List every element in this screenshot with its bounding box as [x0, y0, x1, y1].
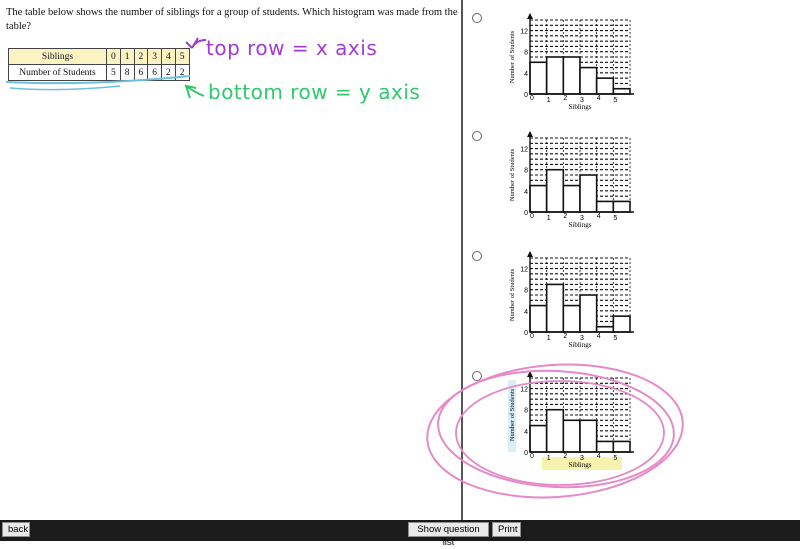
answer-option-3[interactable]	[470, 246, 780, 364]
x-tick-label: 0	[530, 453, 534, 460]
x-axis-label: Siblings	[568, 341, 592, 349]
answer-option-2[interactable]	[470, 126, 780, 244]
x-tick-label: 2	[563, 453, 568, 460]
radio-button[interactable]	[472, 251, 482, 261]
x-tick-label: 3	[580, 215, 584, 222]
radio-button[interactable]	[472, 131, 482, 141]
x-tick-label: 4	[596, 333, 601, 340]
purple-arrow-icon	[186, 38, 206, 48]
bar	[563, 420, 580, 452]
y-tick-label: 0	[524, 210, 528, 217]
answer-option-1[interactable]	[470, 8, 780, 126]
table-cell: 0	[107, 49, 121, 65]
table-cell: 8	[120, 65, 134, 81]
bottom-toolbar	[0, 520, 800, 541]
y-tick-label: 4	[524, 188, 528, 196]
show-question-list-button[interactable]: Show question list	[408, 522, 489, 537]
y-axis-arrow-icon	[527, 251, 533, 257]
x-tick-label: 2	[563, 333, 568, 340]
bar	[547, 57, 564, 94]
table-cell: 4	[162, 49, 176, 65]
x-tick-label: 3	[580, 455, 584, 462]
x-tick-label: 4	[596, 453, 601, 460]
table-row-siblings	[9, 49, 190, 65]
y-tick-label: 12	[520, 386, 528, 394]
y-axis-label: Number of Students	[509, 30, 516, 84]
x-tick-label: 0	[530, 213, 534, 220]
row-header: Siblings	[9, 49, 107, 65]
x-tick-label: 1	[546, 97, 551, 104]
bar	[580, 175, 597, 212]
bar	[580, 295, 597, 332]
x-tick-label: 5	[613, 97, 618, 104]
table-cell: 2	[162, 65, 176, 81]
x-axis-label: Siblings	[568, 221, 592, 229]
y-tick-label: 8	[524, 49, 528, 57]
table-cell: 5	[107, 65, 121, 81]
y-tick-label: 8	[524, 407, 528, 415]
bar	[563, 186, 580, 212]
x-tick-label: 1	[546, 215, 551, 222]
column-divider	[461, 0, 463, 520]
annotation-bottom-row: bottom row = y axis	[208, 80, 421, 104]
y-tick-label: 4	[524, 428, 528, 436]
y-tick-label: 0	[524, 450, 528, 457]
bar	[597, 441, 614, 452]
table-cell: 1	[120, 49, 134, 65]
histogram-option-1	[498, 8, 638, 120]
bar	[530, 186, 547, 212]
bar	[563, 57, 580, 94]
y-tick-label: 0	[524, 330, 528, 337]
siblings-table	[8, 48, 190, 81]
y-axis-label: Number of Students	[509, 388, 516, 442]
x-tick-label: 2	[563, 95, 568, 102]
green-underline-2	[10, 86, 120, 90]
histogram-option-3	[498, 246, 638, 358]
table-row-students	[9, 65, 190, 81]
x-tick-label: 3	[580, 335, 584, 342]
table-cell: 6	[148, 65, 162, 81]
x-axis-label: Siblings	[568, 103, 592, 111]
radio-button[interactable]	[472, 13, 482, 23]
bar	[530, 306, 547, 332]
radio-button[interactable]	[472, 371, 482, 381]
y-tick-label: 4	[524, 70, 528, 78]
bar	[547, 284, 564, 332]
bar	[613, 89, 630, 94]
x-tick-label: 5	[613, 215, 618, 222]
annotation-top-row: top row = x axis	[206, 36, 378, 60]
y-tick-label: 12	[520, 266, 528, 274]
y-axis-arrow-icon	[527, 371, 533, 377]
histogram-option-4	[498, 366, 638, 478]
table-cell: 5	[175, 49, 189, 65]
row-header: Number of Students	[9, 65, 107, 81]
table-cell: 2	[175, 65, 189, 81]
x-tick-label: 2	[563, 213, 568, 220]
green-arrow-icon	[186, 86, 204, 98]
answer-option-4[interactable]	[470, 366, 780, 484]
question-text: The table below shows the number of siblings for a group of students. Which histogram was made from the table?	[6, 7, 458, 32]
x-tick-label: 0	[530, 333, 534, 340]
x-axis-label: Siblings	[568, 461, 592, 469]
back-button[interactable]: back	[2, 522, 30, 537]
y-tick-label: 8	[524, 287, 528, 295]
x-tick-label: 4	[596, 95, 601, 102]
y-axis-arrow-icon	[527, 131, 533, 137]
y-tick-label: 12	[520, 28, 528, 36]
bar	[547, 410, 564, 452]
x-tick-label: 1	[546, 335, 551, 342]
y-tick-label: 8	[524, 167, 528, 175]
y-axis-label: Number of Students	[509, 148, 516, 202]
y-tick-label: 4	[524, 308, 528, 316]
bar	[597, 327, 614, 332]
x-tick-label: 5	[613, 455, 618, 462]
table-cell: 6	[134, 65, 148, 81]
bar	[613, 201, 630, 212]
bar	[530, 426, 547, 452]
histogram-option-2	[498, 126, 638, 238]
bar	[597, 201, 614, 212]
x-tick-label: 4	[596, 213, 601, 220]
y-tick-label: 0	[524, 92, 528, 99]
bar	[613, 316, 630, 332]
table-cell: 2	[134, 49, 148, 65]
bar	[530, 62, 547, 94]
bar	[580, 420, 597, 452]
table-cell: 3	[148, 49, 162, 65]
x-tick-label: 1	[546, 455, 551, 462]
bar	[547, 170, 564, 212]
x-tick-label: 3	[580, 97, 584, 104]
bar	[563, 306, 580, 332]
bar	[580, 68, 597, 94]
bar	[613, 441, 630, 452]
y-axis-label: Number of Students	[509, 268, 516, 322]
x-tick-label: 0	[530, 95, 534, 102]
print-button[interactable]: Print	[492, 522, 521, 537]
y-axis-arrow-icon	[527, 13, 533, 19]
y-tick-label: 12	[520, 146, 528, 154]
bar	[597, 78, 614, 94]
x-tick-label: 5	[613, 335, 618, 342]
